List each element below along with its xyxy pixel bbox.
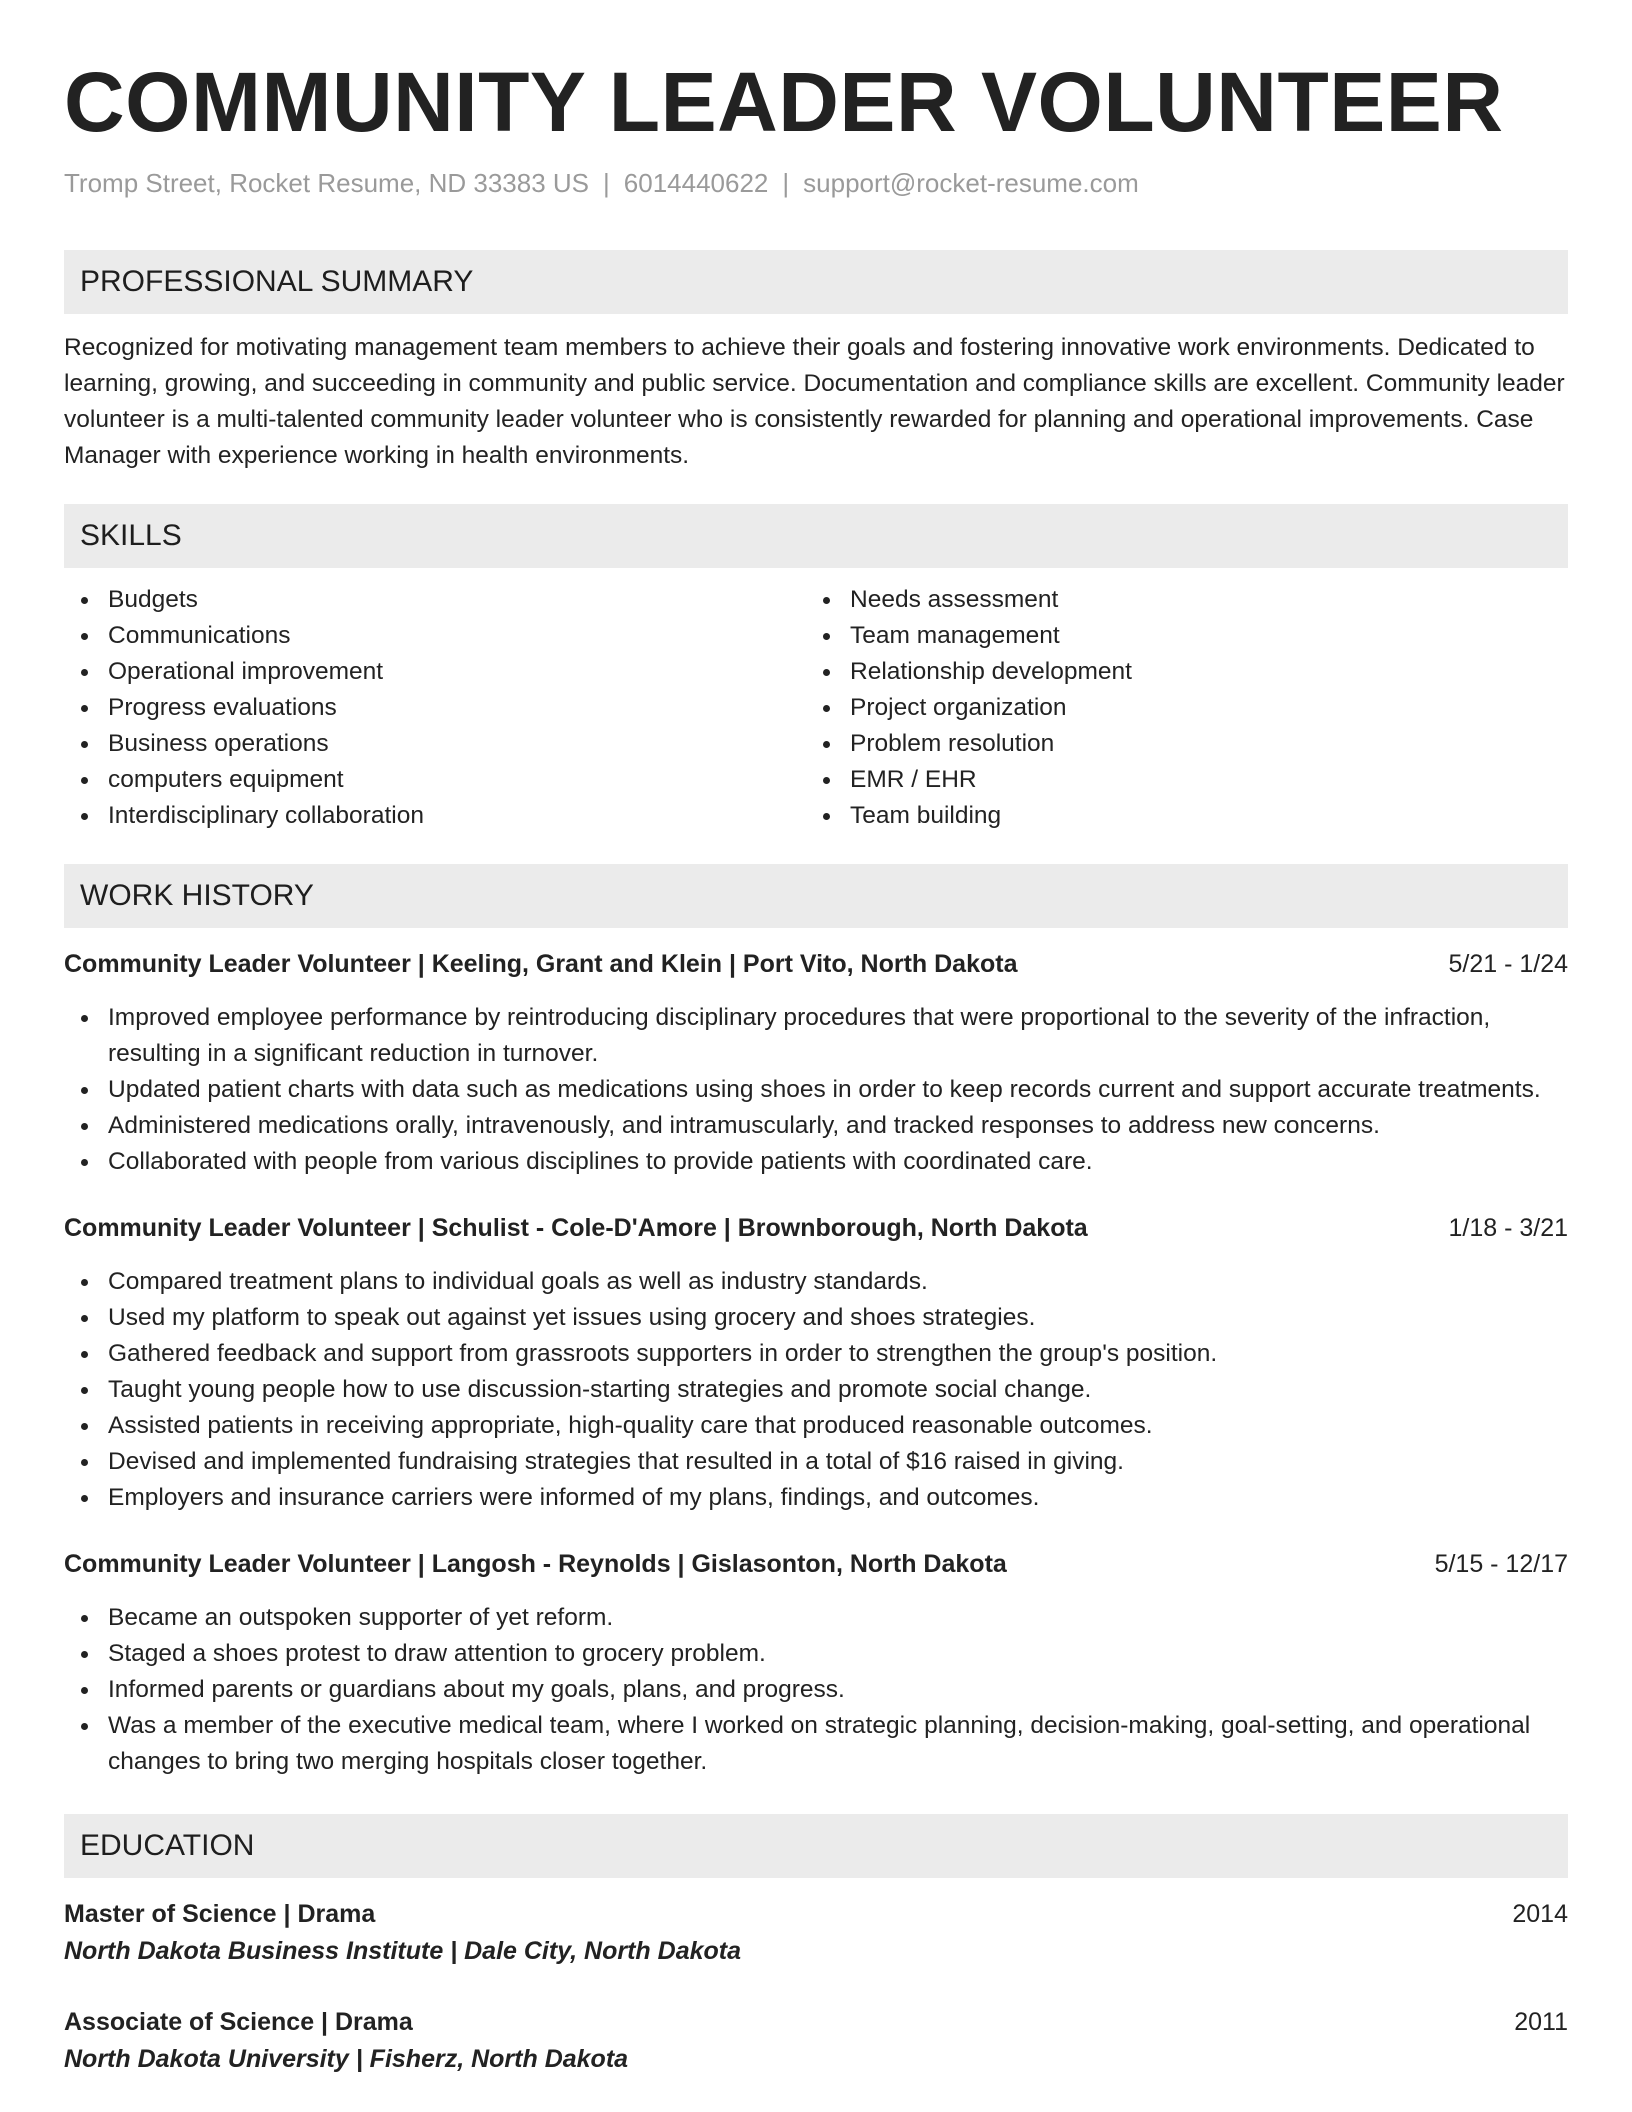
job-heading: Community Leader Volunteer | Keeling, Grant and Klein | Port Vito, North Dakota	[64, 950, 1018, 978]
education-entry	[64, 2004, 1568, 2078]
education-header	[64, 1896, 1568, 1932]
job-bullet: Staged a shoes protest to draw attention to grocery problem.	[64, 1636, 1568, 1672]
job-bullet: Was a member of the executive medical team, where I worked on strategic planning, decision-making, goal-setting, and operational changes to bring two merging hospitals closer together.	[64, 1708, 1568, 1780]
job-heading: Community Leader Volunteer | Schulist - Cole-D'Amore | Brownborough, North Dakota	[64, 1214, 1088, 1242]
skill-item: Operational improvement	[64, 654, 806, 690]
skill-item: Communications	[64, 618, 806, 654]
job-bullet: Compared treatment plans to individual goals as well as industry standards.	[64, 1264, 1568, 1300]
job-bullet: Informed parents or guardians about my goals, plans, and progress.	[64, 1672, 1568, 1708]
skill-item: computers equipment	[64, 762, 806, 798]
section-title-summary: PROFESSIONAL SUMMARY	[64, 250, 1568, 314]
education-entry	[64, 1896, 1568, 1970]
education-degree: Master of Science | Drama	[64, 1900, 376, 1928]
skill-item: Progress evaluations	[64, 690, 806, 726]
job-bullet-list	[64, 1264, 1568, 1516]
education-degree: Associate of Science | Drama	[64, 2008, 413, 2036]
education-year: 2014	[1512, 1900, 1568, 1928]
job-bullet: Employers and insurance carriers were informed of my plans, findings, and outcomes.	[64, 1480, 1568, 1516]
contact-address: Tromp Street, Rocket Resume, ND 33383 US	[64, 168, 590, 198]
candidate-name: COMMUNITY LEADER VOLUNTEER	[64, 55, 1504, 149]
skill-item: EMR / EHR	[806, 762, 1548, 798]
contact-separator: |	[603, 168, 610, 198]
job-bullet: Used my platform to speak out against yet issues using grocery and shoes strategies.	[64, 1300, 1568, 1336]
job-bullet: Updated patient charts with data such as medications using shoes in order to keep records current and support accurate treatments.	[64, 1072, 1568, 1108]
job-heading: Community Leader Volunteer | Langosh - Reynolds | Gislasonton, North Dakota	[64, 1550, 1007, 1578]
job-bullet: Assisted patients in receiving appropriate, high-quality care that produced reasonable outcomes.	[64, 1408, 1568, 1444]
job-header	[64, 1210, 1568, 1246]
job-bullet: Administered medications orally, intravenously, and intramuscularly, and tracked responses to address new concerns.	[64, 1108, 1568, 1144]
job-bullet-list	[64, 1000, 1568, 1180]
skill-item: Project organization	[806, 690, 1548, 726]
education-header	[64, 2004, 1568, 2040]
skill-item: Business operations	[64, 726, 806, 762]
summary-text: Recognized for motivating management team members to achieve their goals and fostering innovative work environments. Dedicated to learning, growing, and succeeding in community and public service. Documentation and compliance skills are excellent. Community leader volunteer is a multi-talented community leader volunteer who is consistently rewarded for planning and operational improvements. Case Manager with experience working in health environments.	[64, 334, 1565, 469]
skills-column-left	[64, 582, 806, 834]
job-dates: 5/21 - 1/24	[1448, 950, 1568, 978]
skill-item: Interdisciplinary collaboration	[64, 798, 806, 834]
skill-item: Needs assessment	[806, 582, 1548, 618]
job-bullet: Gathered feedback and support from grassroots supporters in order to strengthen the group's position.	[64, 1336, 1568, 1372]
job-entry	[64, 946, 1568, 1180]
job-bullet: Became an outspoken supporter of yet reform.	[64, 1600, 1568, 1636]
skill-item: Team management	[806, 618, 1548, 654]
skill-item: Team building	[806, 798, 1548, 834]
skills-column-right	[806, 582, 1548, 834]
education-school: North Dakota University | Fisherz, North Dakota	[64, 2045, 629, 2073]
job-dates: 1/18 - 3/21	[1448, 1214, 1568, 1242]
job-bullet: Improved employee performance by reintroducing disciplinary procedures that were proportional to the severity of the infraction, resulting in a significant reduction in turnover.	[64, 1000, 1568, 1072]
contact-email: support@rocket-resume.com	[803, 168, 1139, 198]
job-entry	[64, 1546, 1568, 1780]
skill-item: Problem resolution	[806, 726, 1548, 762]
job-bullet-list	[64, 1600, 1568, 1780]
section-title-skills: SKILLS	[64, 504, 1568, 568]
contact-phone: 6014440622	[623, 168, 769, 198]
job-bullet: Taught young people how to use discussion-starting strategies and promote social change.	[64, 1372, 1568, 1408]
skill-item: Budgets	[64, 582, 806, 618]
job-header	[64, 1546, 1568, 1582]
education-year: 2011	[1514, 2008, 1568, 2036]
job-header	[64, 946, 1568, 982]
job-bullet: Devised and implemented fundraising strategies that resulted in a total of $16 raised in giving.	[64, 1444, 1568, 1480]
section-title-education: EDUCATION	[64, 1814, 1568, 1878]
resume-page	[64, 52, 1568, 2078]
contact-separator: |	[782, 168, 790, 198]
job-dates: 5/15 - 12/17	[1434, 1550, 1568, 1578]
job-bullet: Collaborated with people from various disciplines to provide patients with coordinated care.	[64, 1144, 1568, 1180]
job-entry	[64, 1210, 1568, 1516]
skill-item: Relationship development	[806, 654, 1548, 690]
contact-line	[64, 166, 1568, 200]
skills-list	[64, 582, 1568, 834]
education-school: North Dakota Business Institute | Dale City, North Dakota	[64, 1937, 742, 1965]
section-title-work-history: WORK HISTORY	[64, 864, 1568, 928]
